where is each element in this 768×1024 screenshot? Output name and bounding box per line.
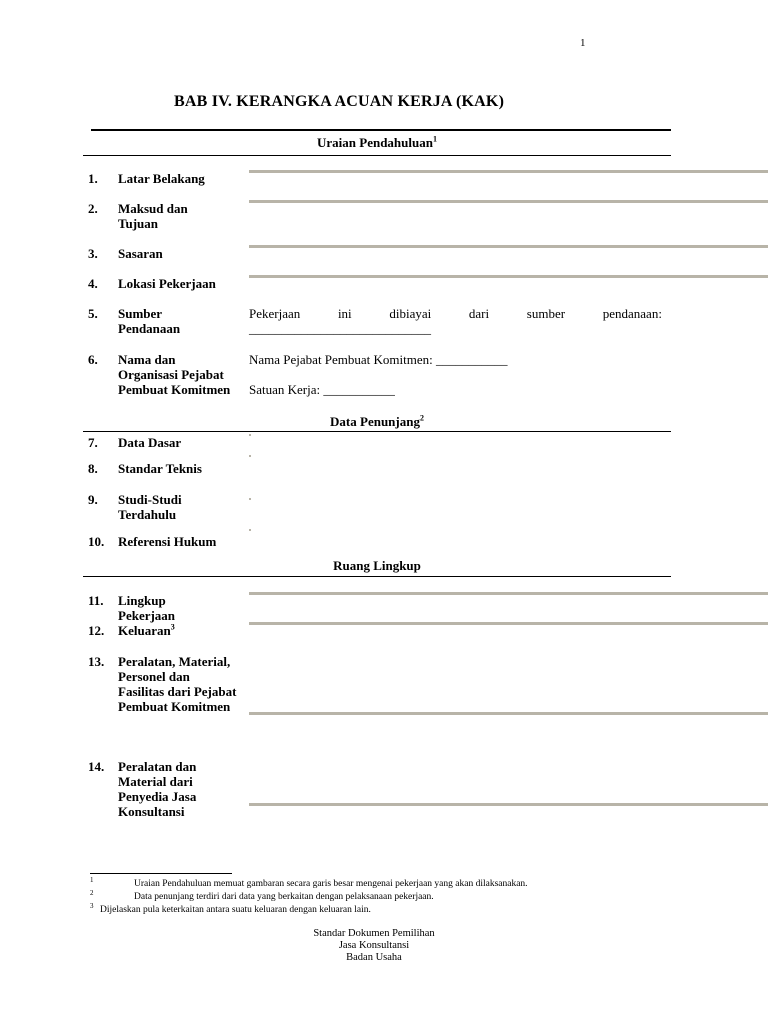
field-line-lokasi[interactable]: [249, 275, 768, 278]
item-number: 13.: [88, 654, 105, 669]
item-label-maksud-tujuan: Maksud dan Tujuan: [118, 201, 188, 231]
title-divider: [91, 129, 671, 131]
section-heading-pendahuluan: Uraian Pendahuluan$^1$: [317, 134, 437, 150]
section-heading-ruang-lingkup: Ruang Lingkup: [333, 558, 421, 573]
footnote-3: 3 Dijelaskan pula keterkaitan antara suatu keluaran dengan keluaran lain.: [90, 902, 371, 915]
item-number: 10.: [88, 534, 105, 549]
item-label-studi-terdahulu: Studi-Studi Terdahulu: [118, 492, 182, 522]
item-number: 4.: [88, 276, 98, 291]
field-line-lingkup-pekerjaan[interactable]: [249, 592, 768, 595]
item-label-fasilitas-ppk: Peralatan, Material, Personel dan Fasilitas dari Pejabat Pembuat Komitmen: [118, 654, 237, 714]
item-number: 1.: [88, 171, 98, 186]
ppk-name-field[interactable]: Nama Pejabat Pembuat Komitmen: ___________: [249, 352, 508, 367]
field-line-fasilitas-ppk[interactable]: [249, 712, 768, 715]
field-line-sasaran[interactable]: [249, 245, 768, 248]
field-line-maksud-tujuan[interactable]: [249, 200, 768, 203]
item-number: 5.: [88, 306, 98, 321]
footnote-ref-1: 1: [432, 134, 437, 144]
item-label-lingkup-pekerjaan: Lingkup Pekerjaan: [118, 593, 176, 623]
footnote-ref-2: 2: [419, 413, 424, 423]
item-number: 3.: [88, 246, 98, 261]
item-label-peralatan-penyedia: Peralatan dan Material dari Penyedia Jasa Konsultansi: [118, 759, 197, 819]
item-label-lokasi: Lokasi Pekerjaan: [118, 276, 216, 291]
item-label-latar-belakang: Latar Belakang: [118, 171, 205, 186]
section-divider: [83, 431, 671, 432]
item-number: 14.: [88, 759, 105, 774]
field-line-keluaran[interactable]: [249, 622, 768, 625]
field-line-peralatan-penyedia[interactable]: [249, 803, 768, 806]
item-number: 11.: [88, 593, 104, 608]
funding-blank[interactable]: ____________________________: [249, 321, 431, 336]
field-marker: [249, 434, 251, 436]
item-number: 6.: [88, 352, 98, 367]
field-marker: [249, 498, 251, 500]
item-label-referensi-hukum: Referensi Hukum: [118, 534, 217, 549]
page-title: BAB IV. KERANGKA ACUAN KERJA (KAK): [174, 93, 505, 110]
footnote-ref-3: 3: [170, 622, 175, 632]
item-label-sumber-pendanaan: Sumber Pendanaan: [118, 306, 181, 336]
field-line-latar-belakang[interactable]: [249, 170, 768, 173]
item-label-nama-organisasi-ppk: Nama dan Organisasi Pejabat Pembuat Komitmen: [118, 352, 231, 397]
satker-field[interactable]: Satuan Kerja: ___________: [249, 382, 395, 397]
item-label-data-dasar: Data Dasar: [118, 435, 182, 450]
field-marker: [249, 455, 251, 457]
footnote-1: 1 Uraian Pendahuluan memuat gambaran secara garis besar mengenai pekerjaan yang akan dilaksanakan.: [90, 876, 528, 889]
section-heading-penunjang: Data Penunjang$^2$: [330, 413, 424, 429]
section-divider: [83, 576, 671, 577]
field-marker: [249, 529, 251, 531]
item-number: 12.: [88, 623, 105, 638]
item-number: 7.: [88, 435, 98, 450]
item-label-keluaran: Keluaran$^3$: [118, 622, 175, 638]
funding-sentence: Pekerjaan ini dibiayai dari sumber pendanaan:: [249, 306, 662, 321]
item-number: 2.: [88, 201, 98, 216]
item-label-sasaran: Sasaran: [118, 246, 163, 261]
footer: Standar Dokumen Pemilihan Jasa Konsultansi Badan Usaha: [313, 928, 435, 963]
section-divider: [83, 155, 671, 156]
page-number: 1: [580, 37, 586, 49]
footnote-2: 2 Data penunjang terdiri dari data yang berkaitan dengan pelaksanaan pekerjaan.: [90, 889, 434, 902]
footnote-separator: [90, 873, 232, 874]
item-label-standar-teknis: Standar Teknis: [118, 461, 202, 476]
item-number: 8.: [88, 461, 98, 476]
item-number: 9.: [88, 492, 98, 507]
